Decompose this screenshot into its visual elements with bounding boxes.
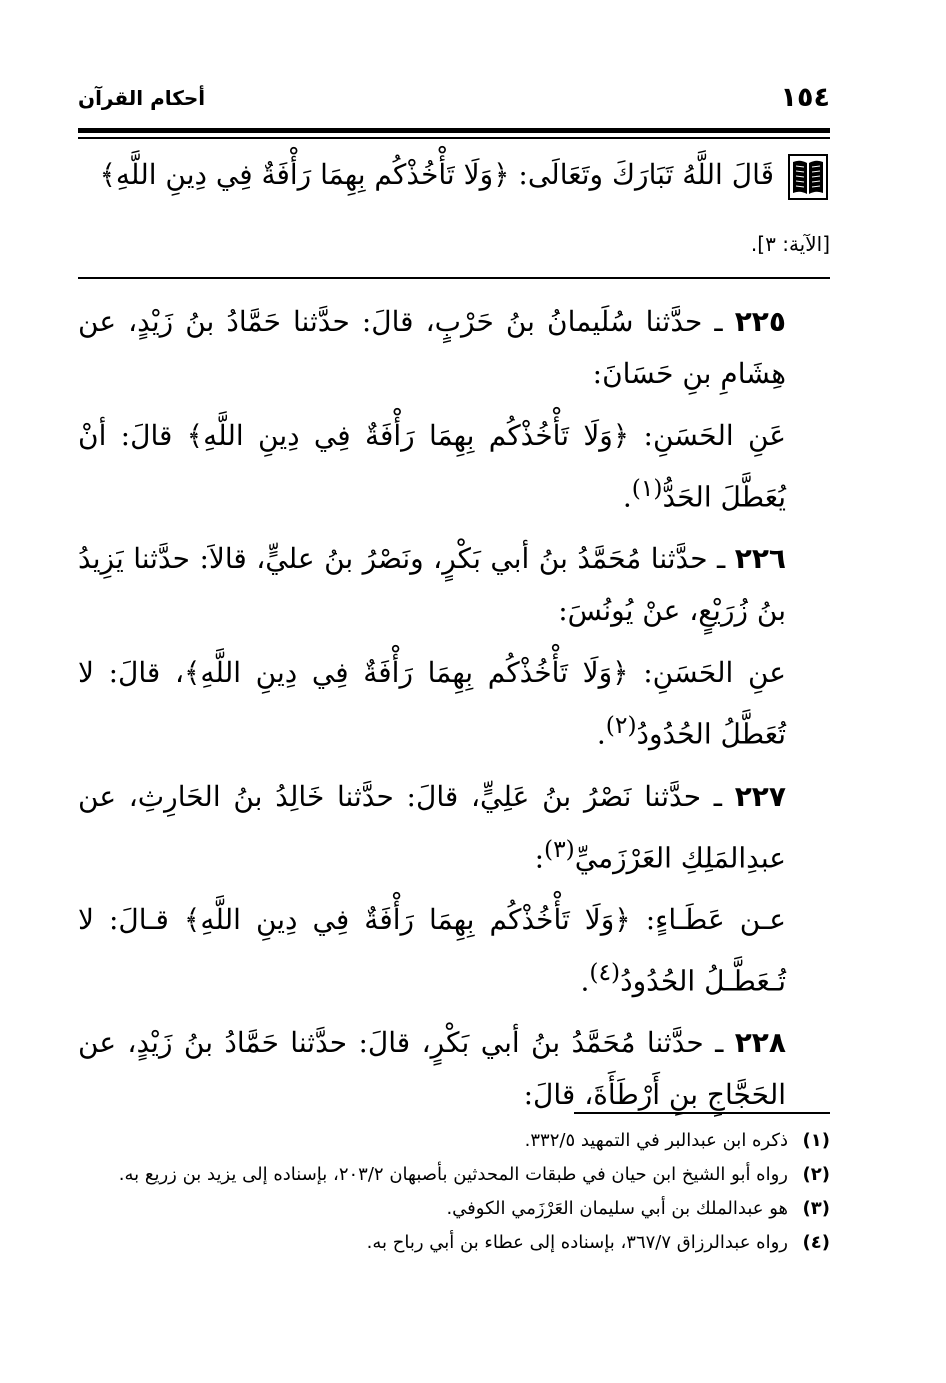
open-book-icon xyxy=(788,154,828,200)
hadith-226-isnad xyxy=(78,533,830,637)
footnote-1 xyxy=(78,1124,830,1158)
footnote-rule xyxy=(574,1112,830,1114)
footnote-text: هو عبدالملك بن أبي سليمان العَرْزَمي الكوفي. xyxy=(446,1198,788,1219)
isnad-text: ـ حدَّثنا مُحَمَّدُ بنُ أبي بَكْرٍ، قالَ: حدَّثنا حَمَّادُ بنُ زَيْدٍ، عن الحَجَّاجِ بنِ أَرْطَأَةَ، قالَ: xyxy=(78,1026,786,1112)
verse-reference: [الآية: ٣]. xyxy=(750,232,830,256)
footnote-ref: (١) xyxy=(631,474,663,502)
footnotes xyxy=(78,1124,830,1260)
hadith-number: ٢٢٥ xyxy=(734,305,786,338)
isnad-tail: : xyxy=(534,840,544,874)
footnote-marker: (١) xyxy=(802,1130,830,1151)
verse-block xyxy=(78,146,830,276)
footnote-ref: (٣) xyxy=(544,834,575,863)
page-header xyxy=(78,82,830,122)
verse-rule xyxy=(78,277,830,279)
hadith-number: ٢٢٦ xyxy=(734,542,787,576)
hadith-225-matn xyxy=(78,410,830,523)
hadith-228-isnad xyxy=(78,1017,830,1121)
header-rule-thick xyxy=(78,128,830,133)
footnote-2 xyxy=(78,1158,830,1192)
running-title: أحكام القرآن xyxy=(78,86,206,110)
verse-text: قَالَ اللَّهُ تَبَارَكَ وتَعَالَى: ﴿وَلَا تَأْخُذْكُم بِهِمَا رَأْفَةٌ فِي دِينِ اللَّهِ﴾ xyxy=(99,158,774,191)
hadith-227-matn xyxy=(78,894,830,1007)
footnote-4 xyxy=(78,1226,830,1260)
footnote-3 xyxy=(78,1192,830,1226)
footnote-text: ذكره ابن عبدالبر في التمهيد ٣٣٢/٥. xyxy=(524,1130,788,1151)
hadith-226-matn xyxy=(78,647,830,760)
footnote-marker: (٢) xyxy=(802,1164,830,1185)
matn-text: عـن عَطَـاءٍ: ﴿وَلَا تَأْخُذْكُم بِهِمَا رَأْفَةٌ فِي دِينِ اللَّهِ﴾ قـالَ: لا تُـعَطَّـلُ الحُدُودُ xyxy=(78,902,786,998)
isnad-text: ـ حدَّثنا نَصْرُ بنُ عَلِيٍّ، قالَ: حدَّثنا خَالِدُ بنُ الحَارِثِ، عن عبدِالمَلِكِ العَرْزَميِّ xyxy=(78,779,786,874)
matn-tail: . xyxy=(580,964,590,998)
footnote-ref: (٤) xyxy=(589,957,621,986)
matn-tail: . xyxy=(622,480,632,514)
matn-text: عَنِ الحَسَنِ: ﴿وَلَا تَأْخُذْكُم بِهِمَا رَأْفَةٌ فِي دِينِ اللَّهِ﴾ قالَ: أنْ يُعَطَّلَ الحَدُّ xyxy=(78,419,786,514)
header-rule-thin xyxy=(78,137,830,139)
footnote-marker: (٤) xyxy=(802,1232,830,1253)
page-number: ١٥٤ xyxy=(780,82,830,113)
footnote-marker: (٣) xyxy=(802,1198,830,1219)
isnad-text: ـ حدَّثنا سُلَيمانُ بنُ حَرْبٍ، قالَ: حدَّثنا حَمَّادُ بنُ زَيْدٍ، عن هِشَامِ بنِ حَسَانَ: xyxy=(78,305,786,390)
hadith-225-isnad xyxy=(78,296,830,400)
matn-text: عنِ الحَسَنِ: ﴿وَلَا تَأْخُذْكُم بِهِمَا رَأْفَةٌ فِي دِينِ اللَّهِ﴾، قالَ: لا تُعَطَّلُ الحُدُودُ xyxy=(78,656,786,751)
hadith-number: ٢٢٨ xyxy=(734,1026,786,1060)
hadith-227-isnad xyxy=(78,771,830,884)
footnote-text: رواه عبدالرزاق ٣٦٧/٧، بإسناده إلى عطاء بن أبي رباح به. xyxy=(366,1232,788,1253)
isnad-text: ـ حدَّثنا مُحَمَّدُ بنُ أبي بَكْرٍ، ونَصْرُ بنُ عليٍّ، قالاَ: حدَّثنا يَزِيدُ بنُ زُرَيْعٍ، عنْ يُونُسَ: xyxy=(78,542,786,628)
hadith-body xyxy=(78,296,830,1131)
matn-tail: . xyxy=(596,717,606,751)
footnote-ref: (٢) xyxy=(605,711,637,740)
hadith-number: ٢٢٧ xyxy=(734,779,786,813)
footnote-text: رواه أبو الشيخ ابن حيان في طبقات المحدثين بأصبهان ٢٠٣/٢، بإسناده إلى يزيد بن زريع به. xyxy=(118,1164,788,1185)
